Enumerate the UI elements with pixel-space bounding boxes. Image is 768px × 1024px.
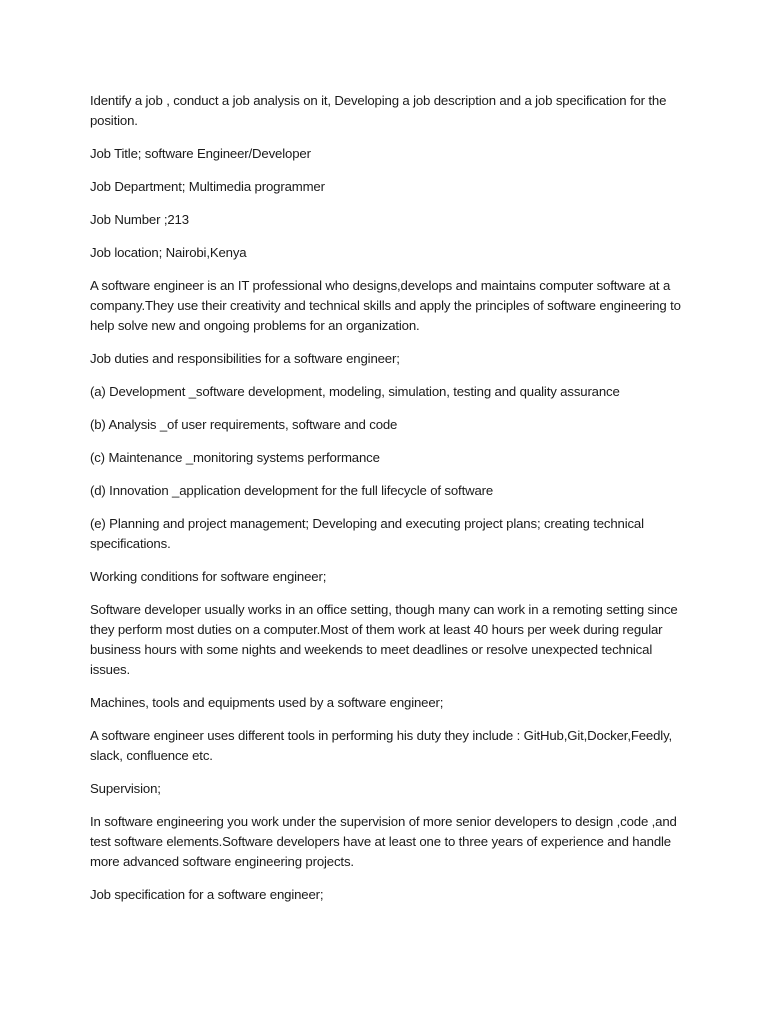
job-specification-heading: Job specification for a software engineer; [90, 887, 324, 902]
tools-heading: Machines, tools and equipments used by a software engineer; [90, 695, 444, 710]
supervision-text: In software engineering you work under the supervision of more senior developers to design ,code ,and test software elements.Software developers have at least one to three years of experience and handle more advanced software engineering projects. [90, 814, 677, 869]
duty-item: (a) Development _software development, modeling, simulation, testing and quality assurance [90, 384, 620, 399]
job-number: Job Number ;213 [90, 212, 189, 227]
supervision-heading: Supervision; [90, 781, 161, 796]
assignment-prompt: Identify a job , conduct a job analysis on it, Developing a job description and a job specification for the position. [90, 93, 667, 128]
duty-item: (d) Innovation _application development for the full lifecycle of software [90, 483, 494, 498]
duties-heading: Job duties and responsibilities for a software engineer; [90, 351, 400, 366]
working-conditions-heading: Working conditions for software engineer; [90, 569, 327, 584]
document-body [90, 91, 690, 918]
job-summary: A software engineer is an IT professional who designs,develops and maintains computer software at a company.They use their creativity and technical skills and apply the principles of software engineering to help solve new and ongoing problems for an organization. [90, 278, 681, 333]
job-title: Job Title; software Engineer/Developer [90, 146, 311, 161]
duty-item: (c) Maintenance _monitoring systems performance [90, 450, 380, 465]
tools-text: A software engineer uses different tools in performing his duty they include : GitHub,Git,Docker,Feedly, slack, confluence etc. [90, 728, 673, 763]
duty-item: (b) Analysis _of user requirements, software and code [90, 417, 398, 432]
duty-item: (e) Planning and project management; Developing and executing project plans; creating technical specifications. [90, 516, 644, 551]
working-conditions-text: Software developer usually works in an office setting, though many can work in a remoting setting since they perform most duties on a computer.Most of them work at least 40 hours per week during regular business hours with some nights and weekends to meet deadlines or resolve unexpected technical issues. [90, 602, 678, 677]
job-department: Job Department; Multimedia programmer [90, 179, 325, 194]
job-location: Job location; Nairobi,Kenya [90, 245, 247, 260]
